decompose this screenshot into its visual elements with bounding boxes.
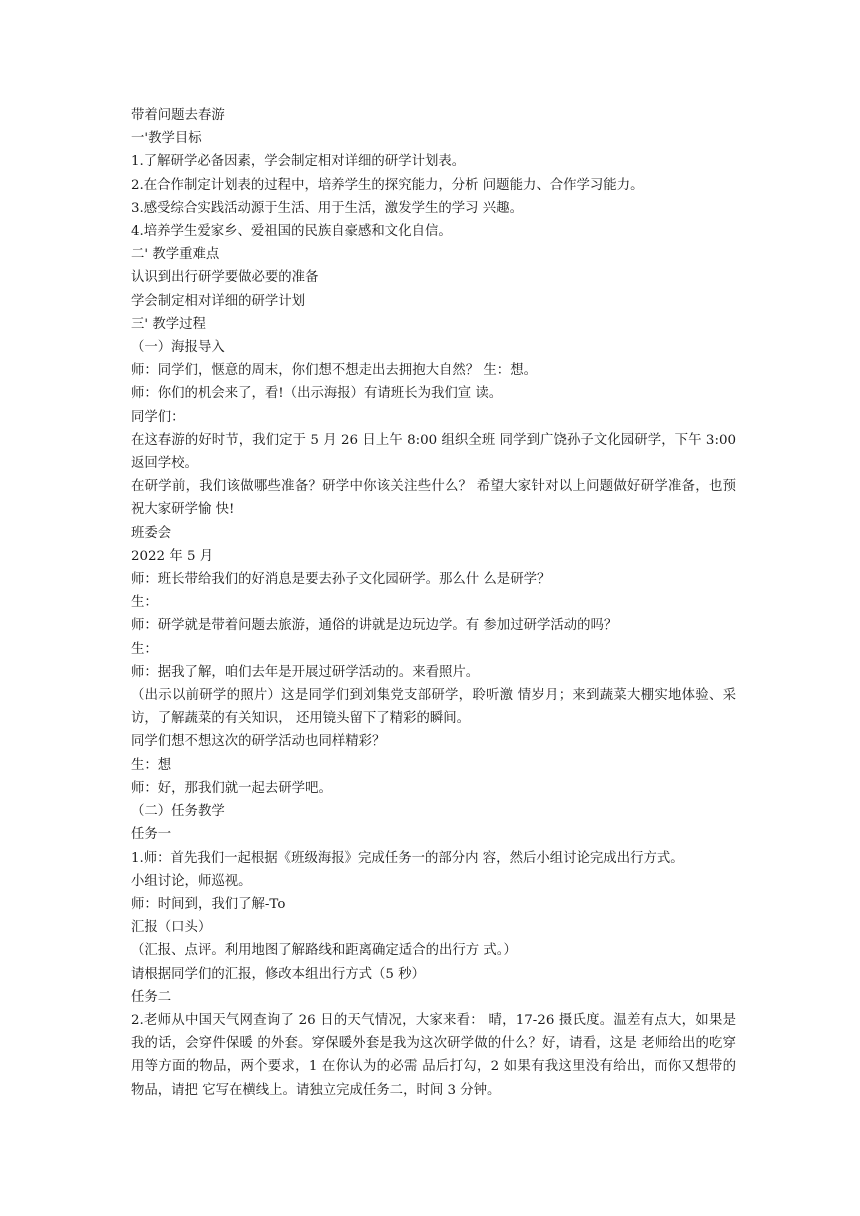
poster-signature: 班委会 [131,525,172,541]
subsection-poster-intro: （一）海报导入 [131,340,225,356]
dialogue-line: 同学们想不想这次的研学活动也同样精彩？ [131,734,386,750]
text-line: 汇报（口头） [131,920,212,936]
dialogue-line: 师：据我了解，咱们去年是开展过研学活动的。来看照片。 [131,664,480,680]
dialogue-line: 生：想 [131,757,172,773]
key-point-2: 学会制定相对详细的研学计划 [131,293,306,309]
key-point-1: 认识到出行研学要做必要的准备 [131,270,319,286]
section-heading-goals: 一'教学目标 [131,131,202,147]
task-2-instruction: 2.老师从中国天气网查询了 26 日的天气情况，大家来看： 晴，17-26 摄氏度。温差有点大，如果是我的话，会穿件保暖 的外套。穿保暖外套是我为这次研学做的什么？好，请看，这是 老师给出的吃穿用等方面的物品，两个要求，1 在你认为的必需 品后打勾，2 如果有我这里没有给出，而你又想带的物品，请把 它写在横线上。请独立完成任务二，时间 3 分钟。 [131,1012,736,1098]
section-heading-process: 三' 教学过程 [131,316,206,332]
dialogue-line: 师：同学们，惬意的周末，你们想不想走出去拥抱大自然？ 生：想。 [131,363,537,379]
dialogue-line: 师：你们的机会来了，看!（出示海报）有请班长为我们宣 读。 [131,386,503,402]
poster-date: 2022 年 5 月 [131,548,214,564]
document-body [131,104,736,1102]
goal-item-3: 3.感受综合实践活动源于生活、用于生活，激发学生的学习 兴趣。 [131,200,523,216]
section-heading-key-points: 二' 教学重难点 [131,247,220,263]
poster-greeting: 同学们： [131,409,185,425]
dialogue-line: 生： [131,595,158,611]
subsection-task-teaching: （二）任务教学 [131,804,225,820]
task-heading-2: 任务二 [131,989,172,1005]
poster-paragraph: 在研学前，我们该做哪些准备？研学中你该关注些什么？ 希望大家针对以上问题做好研学准备，也预祝大家研学愉 快! [131,479,736,518]
dialogue-line: 师：班长带给我们的好消息是要去孙子文化园研学。那么什 么是研学？ [131,572,551,588]
dialogue-line: 生： [131,641,158,657]
goal-item-2: 2.在合作制定计划表的过程中，培养学生的探究能力，分析 问题能力、合作学习能力。 [131,177,644,193]
dialogue-line: 师：好，那我们就一起去研学吧。 [131,780,332,796]
document-title: 带着问题去春游 [131,108,225,123]
task-heading-1: 任务一 [131,827,172,843]
dialogue-line: 师：时间到，我们了解-To [131,896,286,912]
text-line: （汇报、点评。利用地图了解路线和距离确定适合的出行方 式。） [131,943,517,959]
poster-paragraph: 在这春游的好时节，我们定于 5 月 26 日上午 8:00 组织全班 同学到广饶孙子文化园研学，下午 3:00 返回学校。 [131,432,736,472]
dialogue-line: 师：研学就是带着问题去旅游，通俗的讲就是边玩边学。有 参加过研学活动的吗？ [131,618,618,634]
goal-item-1: 1.了解研学必备因素，学会制定相对详细的研学计划表。 [131,154,466,170]
text-line: 小组讨论，师巡视。 [131,873,252,889]
photo-description: （出示以前研学的照片）这是同学们到刘集党支部研学，聆听激 情岁月；来到蔬菜大棚实地体验、采访，了解蔬菜的有关知识， 还用镜头留下了精彩的瞬间。 [131,688,736,727]
text-line: 请根据同学们的汇报，修改本组出行方式（5 秒） [131,966,425,982]
goal-item-4: 4.培养学生爱家乡、爱祖国的民族自豪感和文化自信。 [131,224,452,240]
task-1-instruction: 1.师：首先我们一起根据《班级海报》完成任务一的部分内 容，然后小组讨论完成出行方式。 [131,850,684,866]
